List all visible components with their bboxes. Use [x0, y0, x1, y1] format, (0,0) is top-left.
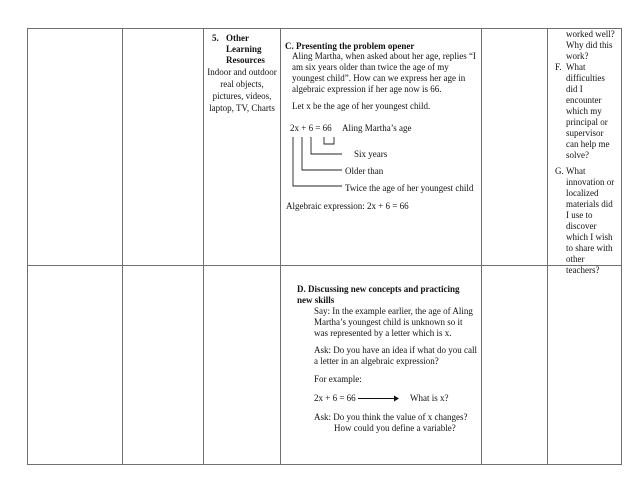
example-question: What is x?: [410, 393, 449, 403]
question-g-line: to share with: [566, 243, 613, 253]
resources-body-line: real objects,: [220, 79, 264, 89]
ask-line: a letter in an algebraic expression?: [314, 356, 439, 366]
question-f-line: encounter: [566, 95, 602, 105]
resources-heading-line1: Other: [226, 33, 249, 43]
label-twice-age: Twice the age of her youngest child: [345, 183, 474, 193]
column-border-7: [621, 28, 622, 465]
question-f-line: which my: [566, 106, 602, 116]
question-g-line: other: [566, 254, 585, 264]
column-border-6: [547, 28, 548, 465]
question-f-line: difficulties: [566, 73, 605, 83]
question-g-line: discover: [566, 221, 597, 231]
reflection-top-line: work?: [566, 51, 589, 61]
resources-body-line: pictures, videos,: [212, 91, 272, 101]
question-g-line: materials did: [566, 199, 613, 209]
question-f-line: What: [566, 62, 586, 72]
question-g-line: What: [566, 166, 586, 176]
equation-label-age: Aling Martha’s age: [342, 123, 412, 133]
problem-paragraph-line: youngest child”. How can we express her age in: [292, 73, 466, 83]
problem-opener-heading: C. Presenting the problem opener: [285, 41, 415, 51]
row-divider: [27, 265, 621, 266]
algebraic-expression: Algebraic expression: 2x + 6 = 66: [286, 201, 409, 211]
ask-line: Ask: Do you have an idea if what do you call: [314, 345, 477, 355]
resources-heading-line3: Resources: [226, 55, 265, 65]
label-older-than: Older than: [345, 166, 384, 176]
table-bottom-border: [27, 464, 621, 465]
resources-heading-line2: Learning: [226, 44, 262, 54]
column-border-1: [27, 28, 28, 465]
question-g-line: localized: [566, 188, 599, 198]
label-six-years: Six years: [354, 149, 388, 159]
question-f-letter: F.: [555, 62, 562, 72]
example-equation: 2x + 6 = 66: [314, 393, 356, 403]
say-line: Say: In the example earlier, the age of Aling: [314, 306, 473, 316]
question-f-line: supervisor: [566, 128, 604, 138]
question-f-line: principal or: [566, 117, 608, 127]
say-line: Martha’s youngest child is unknown so it: [314, 317, 463, 327]
resources-heading-number: 5.: [212, 33, 219, 43]
question-g-line: teachers?: [566, 265, 600, 275]
reflection-top-line: worked well?: [566, 29, 615, 39]
discussing-heading-line2: new skills: [297, 295, 335, 305]
ask2-line1: Ask: Do you think the value of x changes?: [314, 412, 468, 422]
example-label: For example:: [314, 374, 362, 384]
arrow-icon: [358, 394, 400, 403]
resources-body-line: laptop, TV, Charts: [209, 103, 275, 113]
let-x-statement: Let x be the age of her youngest child.: [292, 101, 431, 111]
discussing-heading-line1: D. Discussing new concepts and practicing: [297, 284, 460, 294]
problem-paragraph-line: Aling Martha, when asked about her age, replies “I: [292, 51, 476, 61]
problem-paragraph-line: am six years older than twice the age of my: [292, 62, 449, 72]
resources-body-line: Indoor and outdoor: [207, 67, 277, 77]
question-f-line: can help me: [566, 139, 610, 149]
problem-paragraph-line: algebraic expression if her age now is 66.: [292, 84, 442, 94]
column-border-4: [280, 28, 281, 465]
question-g-line: I use to: [566, 210, 593, 220]
question-g-line: which I wish: [566, 232, 613, 242]
question-g-line: innovation or: [566, 177, 615, 187]
equation-text: 2x + 6 = 66: [290, 123, 332, 133]
say-line: was represented by a letter which is x.: [314, 328, 452, 338]
column-border-2: [122, 28, 123, 465]
question-f-line: solve?: [566, 150, 589, 160]
column-border-5: [481, 28, 482, 465]
question-f-line: did I: [566, 84, 583, 94]
table-top-border: [27, 28, 621, 29]
equation-breakdown-diagram: [284, 123, 474, 212]
reflection-top-line: Why did this: [566, 40, 613, 50]
ask2-line2: How could you define a variable?: [334, 423, 456, 433]
question-g-letter: G.: [555, 166, 564, 176]
